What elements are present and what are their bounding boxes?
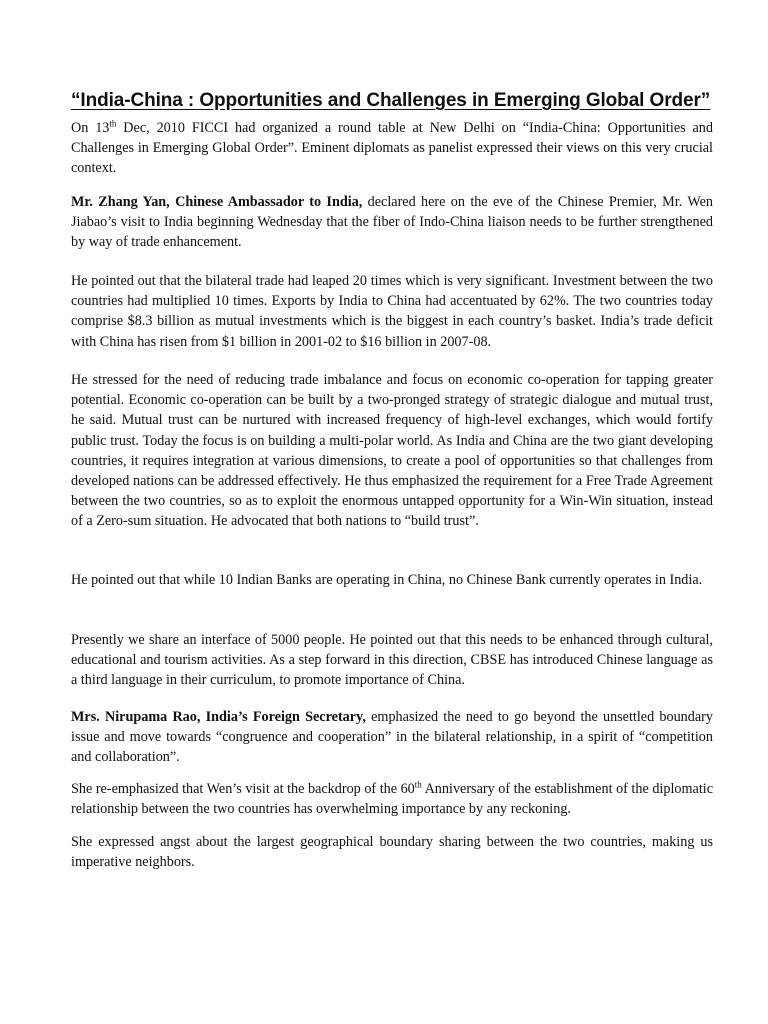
paragraph-text: He stressed for the need of reducing trade imbalance and focus on economic co-operation for tapping greater potential. Economic co-operation can be built by a two-pronged strategy of strategic dialogue and mutual trust, he said. Mutual trust can be nurtured with increased frequency of high-level exchanges, which would fortify public trust. Today the focus is on building a multi-polar world. As India and China are the two giant developing countries, it requires integration at various dimensions, to create a pool of opportunities so that challenges from developed nations can be addressed effectively. He thus emphasized the requirement for a Free Trade Agreement between the two countries, so as to exploit the enormous untapped opportunity for a Win-Win situation, instead of a Zero-sum situation. He advocated that both nations to “build trust”. xyxy=(71,372,713,530)
paragraph-intro-text-end: Dec, 2010 FICCI had organized a round table at New Delhi on “India-China: Opportunities and Challenges in Emerging Global Order”. Eminent diplomats as panelist expressed their views on this very crucial context. xyxy=(71,120,713,177)
speaker-name: Mr. Zhang Yan, Chinese Ambassador to India, xyxy=(71,194,363,210)
paragraph-text: Presently we share an interface of 5000 people. He pointed out that this needs to be enhanced through cultural, educational and tourism activities. As a step forward in this direction, CBSE has introduced Chinese language as a third language in their curriculum, to promote importance of China. xyxy=(71,632,713,689)
paragraph-anniversary xyxy=(71,779,713,819)
paragraph-interface xyxy=(71,630,713,691)
paragraph-text: declared here on the eve of the Chinese Premier, Mr. Wen Jiabao’s visit to India beginning Wednesday that the fiber of Indo-China liaison needs to be further strengthened by way of trade enhancement. xyxy=(71,194,713,251)
paragraph-nirupama-rao xyxy=(71,707,713,768)
speaker-name: Mrs. Nirupama Rao, India’s Foreign Secretary, xyxy=(71,709,366,725)
ordinal-suffix: th xyxy=(414,779,422,790)
paragraph-text: He pointed out that while 10 Indian Banks are operating in China, no Chinese Bank currently operates in India. xyxy=(71,572,703,588)
paragraph-zhang-yan xyxy=(71,192,713,253)
ordinal-suffix: th xyxy=(109,118,117,129)
paragraph-boundary xyxy=(71,832,713,872)
paragraph-text: He pointed out that the bilateral trade had leaped 20 times which is very significant. Investment between the two countries had multiplied 10 times. Exports by India to China had accentuated by 62%. The two countries today comprise $8.3 billion as mutual investments which is the biggest in each country’s basket. India’s trade deficit with China has risen from $1 billion in 2001-02 to $16 billion in 2007-08. xyxy=(71,273,713,350)
paragraph-trade-imbalance xyxy=(71,370,713,532)
paragraph-text-end: Anniversary of the establishment of the diplomatic relationship between the two countries has overwhelming importance by any reckoning. xyxy=(71,781,713,818)
paragraph-text: emphasized the need to go beyond the unsettled boundary issue and move towards “congruence and cooperation” in the bilateral relationship, in a spirit of “competition and collaboration”. xyxy=(71,709,713,766)
paragraph-bilateral-trade xyxy=(71,271,713,352)
paragraph-banks xyxy=(71,570,713,590)
paragraph-intro-text-start: On 13 xyxy=(71,120,110,136)
paragraph-text-start: She re-emphasized that Wen’s visit at the backdrop of the 60 xyxy=(71,781,415,797)
paragraph-text: She expressed angst about the largest geographical boundary sharing between the two countries, making us imperative neighbors. xyxy=(71,834,713,871)
paragraph-intro xyxy=(71,118,713,179)
document-title: “India-China : Opportunities and Challenges in Emerging Global Order” xyxy=(71,90,711,111)
